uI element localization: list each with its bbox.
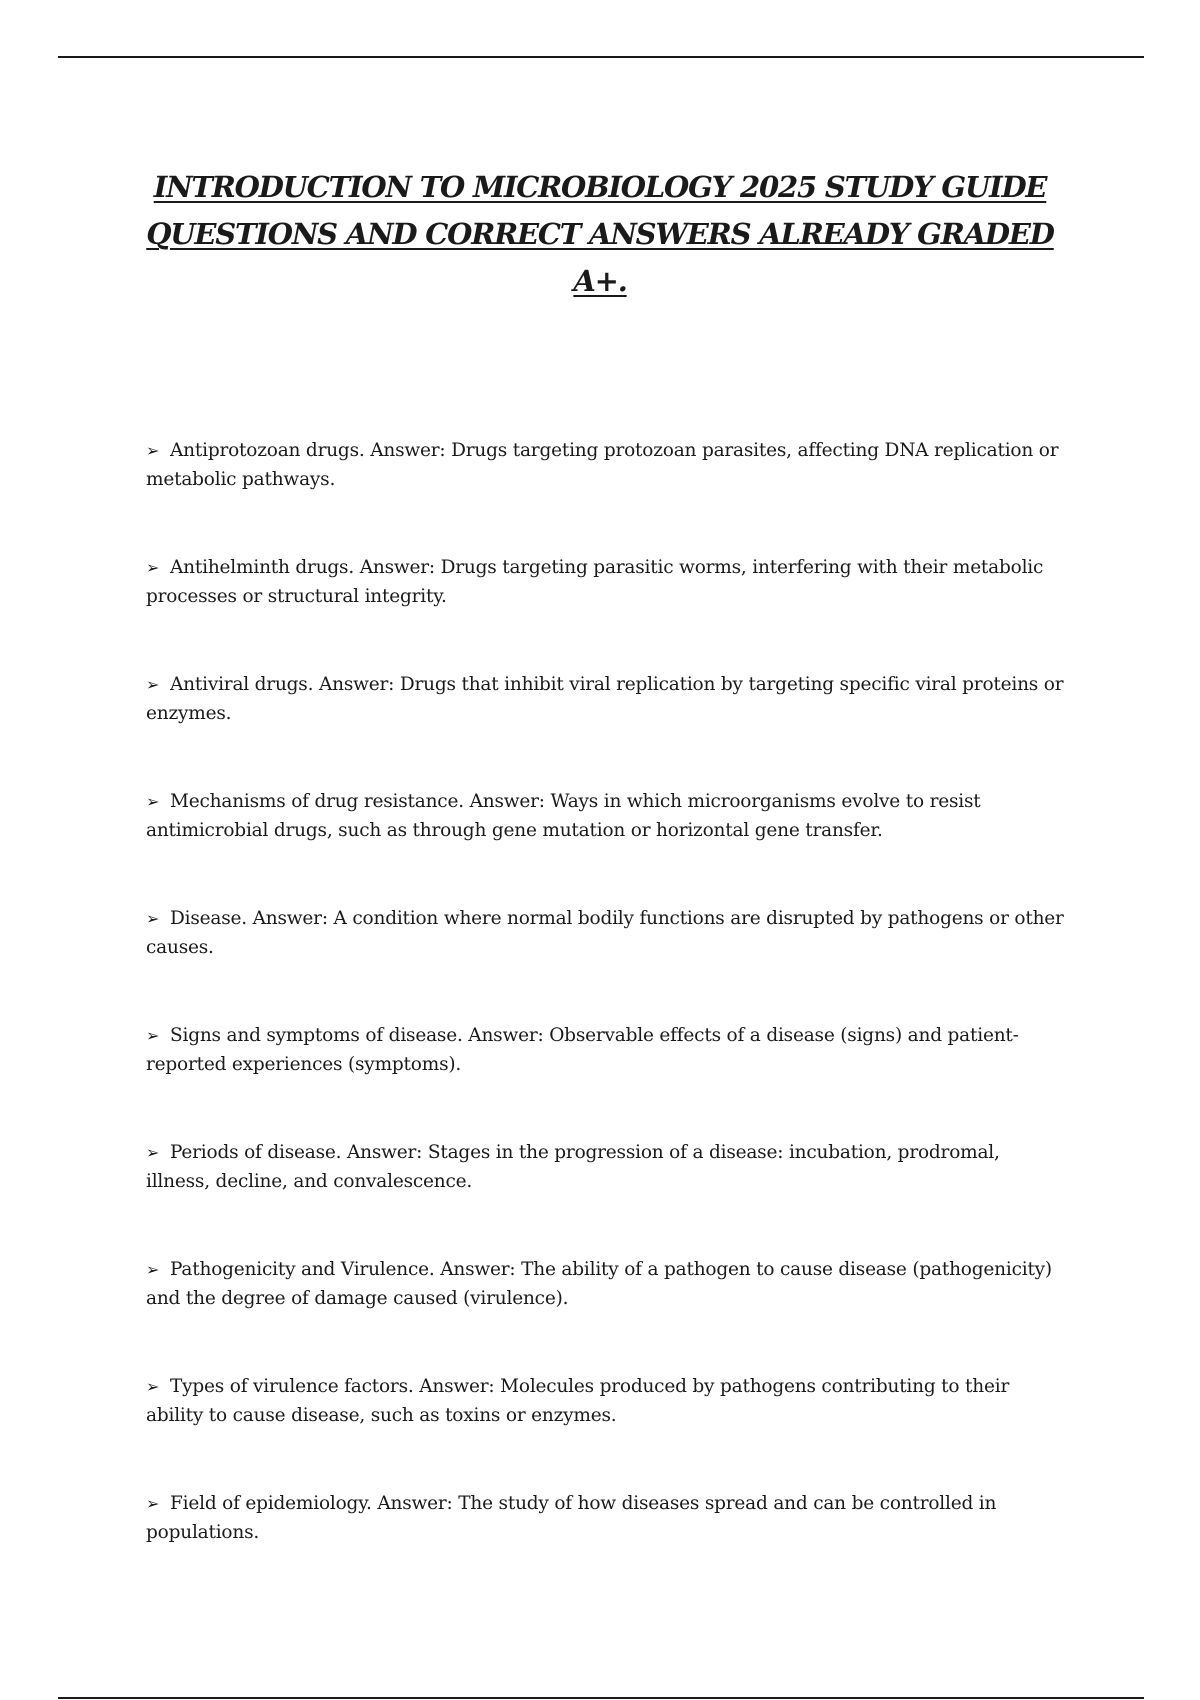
arrow-bullet-icon: ➢ — [146, 558, 160, 577]
qa-text: Antiviral drugs. Answer: Drugs that inhibit viral replication by targeting specific viral proteins or enzymes. — [146, 674, 1064, 724]
qa-text: Antihelminth drugs. Answer: Drugs targeting parasitic worms, interfering with their metabolic processes or structural integrity. — [146, 557, 1044, 607]
qa-item — [146, 670, 1066, 787]
qa-text: Periods of disease. Answer: Stages in the progression of a disease: incubation, prodromal, illness, decline, and convalescence. — [146, 1142, 1000, 1192]
top-divider — [58, 56, 1144, 58]
qa-item — [146, 1138, 1066, 1255]
arrow-bullet-icon: ➢ — [146, 441, 160, 460]
arrow-bullet-icon: ➢ — [146, 1494, 160, 1513]
arrow-bullet-icon: ➢ — [146, 909, 160, 928]
qa-text: Types of virulence factors. Answer: Molecules produced by pathogens contributing to their ability to cause disease, such as toxins or enzymes. — [146, 1376, 1010, 1426]
qa-text: Field of epidemiology. Answer: The study of how diseases spread and can be controlled in populations. — [146, 1493, 997, 1543]
qa-text: Antiprotozoan drugs. Answer: Drugs targeting protozoan parasites, affecting DNA replication or metabolic pathways. — [146, 440, 1059, 490]
bottom-divider — [58, 1697, 1144, 1699]
qa-text: Pathogenicity and Virulence. Answer: The ability of a pathogen to cause disease (pathogenicity) and the degree of damage caused (virulence). — [146, 1259, 1052, 1309]
qa-text: Mechanisms of drug resistance. Answer: Ways in which microorganisms evolve to resist antimicrobial drugs, such as through gene mutation or horizontal gene transfer. — [146, 791, 981, 841]
qa-item — [146, 1021, 1066, 1138]
arrow-bullet-icon: ➢ — [146, 1260, 160, 1279]
arrow-bullet-icon: ➢ — [146, 1026, 160, 1045]
qa-item — [146, 1489, 1066, 1606]
qa-item — [146, 553, 1066, 670]
arrow-bullet-icon: ➢ — [146, 675, 160, 694]
qa-text: Signs and symptoms of disease. Answer: Observable effects of a disease (signs) and patient-reported experiences (symptoms). — [146, 1025, 1019, 1075]
qa-list — [146, 436, 1066, 1606]
qa-item — [146, 1255, 1066, 1372]
qa-item — [146, 787, 1066, 904]
arrow-bullet-icon: ➢ — [146, 792, 160, 811]
qa-text: Disease. Answer: A condition where normal bodily functions are disrupted by pathogens or other causes. — [146, 908, 1064, 958]
page-title: INTRODUCTION TO MICROBIOLOGY 2025 STUDY GUIDE QUESTIONS AND CORRECT ANSWERS ALREADY GRADED A+. — [146, 170, 1054, 299]
arrow-bullet-icon: ➢ — [146, 1143, 160, 1162]
qa-item — [146, 436, 1066, 553]
qa-item — [146, 904, 1066, 1021]
arrow-bullet-icon: ➢ — [146, 1377, 160, 1396]
qa-item — [146, 1372, 1066, 1489]
